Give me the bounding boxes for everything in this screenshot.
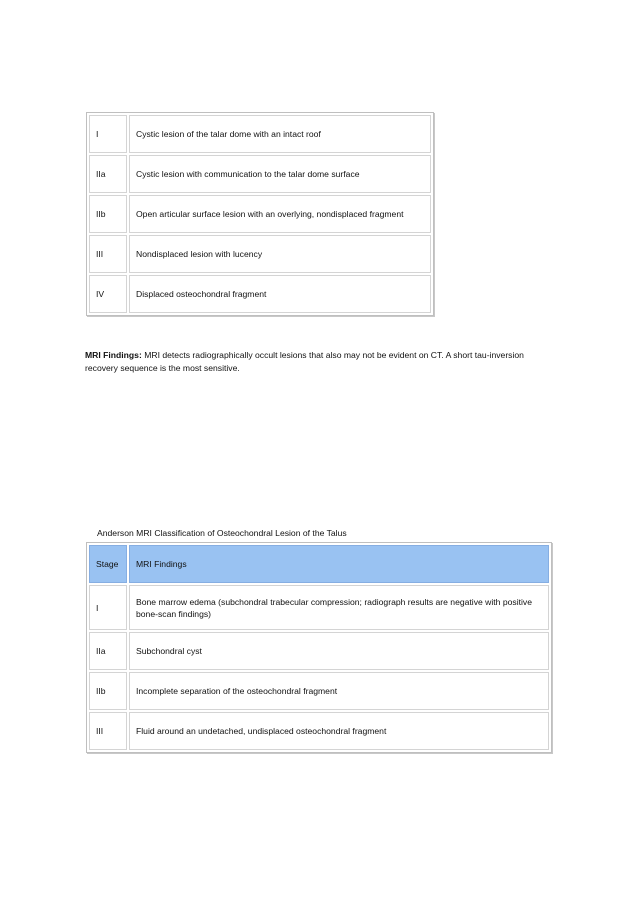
mri-findings-label: MRI Findings: xyxy=(85,350,142,360)
table-row xyxy=(89,235,431,273)
mri-findings-paragraph xyxy=(85,349,557,374)
stage-cell: III xyxy=(89,235,127,273)
stage-cell: IIa xyxy=(89,632,127,670)
stage-cell: IV xyxy=(89,275,127,313)
findings-cell: Subchondral cyst xyxy=(129,632,549,670)
table-header-row xyxy=(89,545,549,583)
classification-table xyxy=(86,112,434,316)
table-row xyxy=(89,115,431,153)
description-cell: Open articular surface lesion with an overlying, nondisplaced fragment xyxy=(129,195,431,233)
stage-cell: IIb xyxy=(89,195,127,233)
anderson-mri-table xyxy=(86,542,552,753)
stage-cell: I xyxy=(89,115,127,153)
table-row xyxy=(89,155,431,193)
stage-cell: IIa xyxy=(89,155,127,193)
description-cell: Displaced osteochondral fragment xyxy=(129,275,431,313)
description-cell: Cystic lesion of the talar dome with an intact roof xyxy=(129,115,431,153)
table-row xyxy=(89,275,431,313)
findings-cell: Fluid around an undetached, undisplaced osteochondral fragment xyxy=(129,712,549,750)
mri-findings-text: MRI detects radiographically occult lesions that also may not be evident on CT. A short tau-inversion recovery sequence is the most sensitive. xyxy=(85,350,524,373)
stage-cell: I xyxy=(89,585,127,630)
description-cell: Cystic lesion with communication to the talar dome surface xyxy=(129,155,431,193)
stage-cell: III xyxy=(89,712,127,750)
findings-cell: Incomplete separation of the osteochondral fragment xyxy=(129,672,549,710)
header-stage: Stage xyxy=(89,545,127,583)
table-row xyxy=(89,672,549,710)
table-row xyxy=(89,632,549,670)
description-cell: Nondisplaced lesion with lucency xyxy=(129,235,431,273)
stage-cell: IIb xyxy=(89,672,127,710)
table-row xyxy=(89,585,549,630)
findings-cell: Bone marrow edema (subchondral trabecular compression; radiograph results are negative with positive bone-scan findings) xyxy=(129,585,549,630)
header-findings: MRI Findings xyxy=(129,545,549,583)
table-caption: Anderson MRI Classification of Osteochondral Lesion of the Talus xyxy=(97,528,347,538)
table-row xyxy=(89,195,431,233)
table-row xyxy=(89,712,549,750)
